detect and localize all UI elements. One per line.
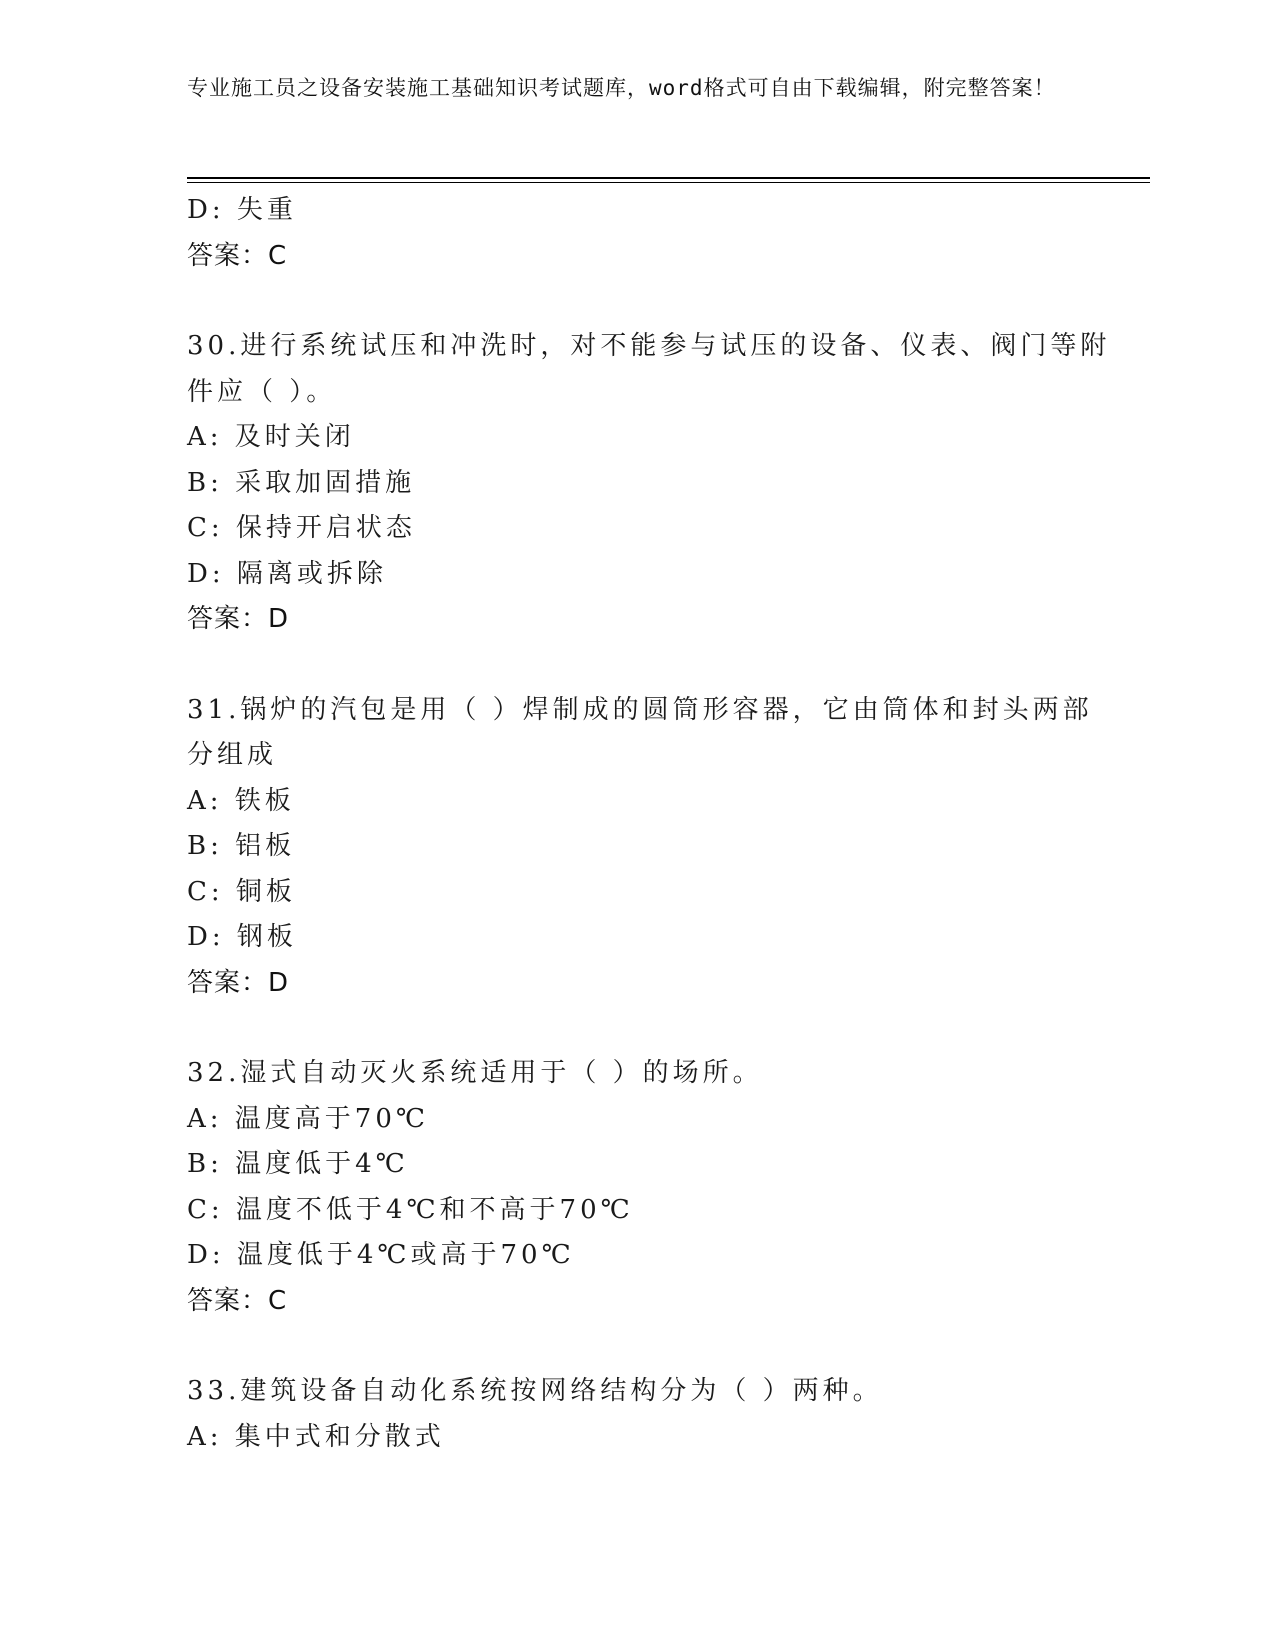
question-stem-line: 件应（ ）。 [187,376,337,407]
question-stem-line: 31.锅炉的汽包是用（ ）焊制成的圆筒形容器，它由筒体和封头两部 [187,694,1093,725]
question-list [187,188,1111,1460]
question-stem-line: 32.湿式自动灭火系统适用于（ ）的场所。 [187,1058,763,1088]
answer-line: 答案：D [187,967,290,998]
header-divider-thin [187,182,1150,183]
question-32 [187,1051,1087,1324]
header-divider-thick [187,177,1150,179]
option-d: D: 钢板 [187,922,297,952]
question-30 [187,324,1111,643]
question-stem-line: 33.建筑设备自动化系统按网络结构分为（ ）两种。 [187,1376,883,1406]
option-a: A: 及时关闭 [187,422,355,452]
answer-line: 答案：D [187,604,290,634]
question-33 [187,1369,1087,1460]
option-d: D: 温度低于4℃或高于70℃ [187,1240,575,1270]
answer-line: 答案：C [187,240,288,271]
option-c: C: 铜板 [187,876,296,907]
option-b: B: 温度低于4℃ [187,1149,409,1179]
option-c: C: 保持开启状态 [187,513,416,543]
question-31 [187,688,1093,1007]
option-c: C: 温度不低于4℃和不高于70℃ [187,1194,634,1225]
option-d: D: 隔离或拆除 [187,558,387,589]
option-a: A: 铁板 [187,785,295,816]
document-header: 专业施工员之设备安装施工基础知识考试题库，word格式可自由下载编辑，附完整答案！ [187,76,1056,100]
option-a: A: 集中式和分散式 [187,1421,445,1452]
question-stem-line: 30.进行系统试压和冲洗时，对不能参与试压的设备、仪表、阀门等附 [187,331,1111,361]
option-b: B: 铝板 [187,831,296,861]
question-stem-line: 分组成 [187,740,278,770]
option-d: D: 失重 [187,195,297,225]
option-a: A: 温度高于70℃ [187,1103,429,1134]
question-continuation [187,188,1087,279]
option-b: B: 采取加固措施 [187,467,416,498]
answer-line: 答案：C [187,1285,288,1316]
